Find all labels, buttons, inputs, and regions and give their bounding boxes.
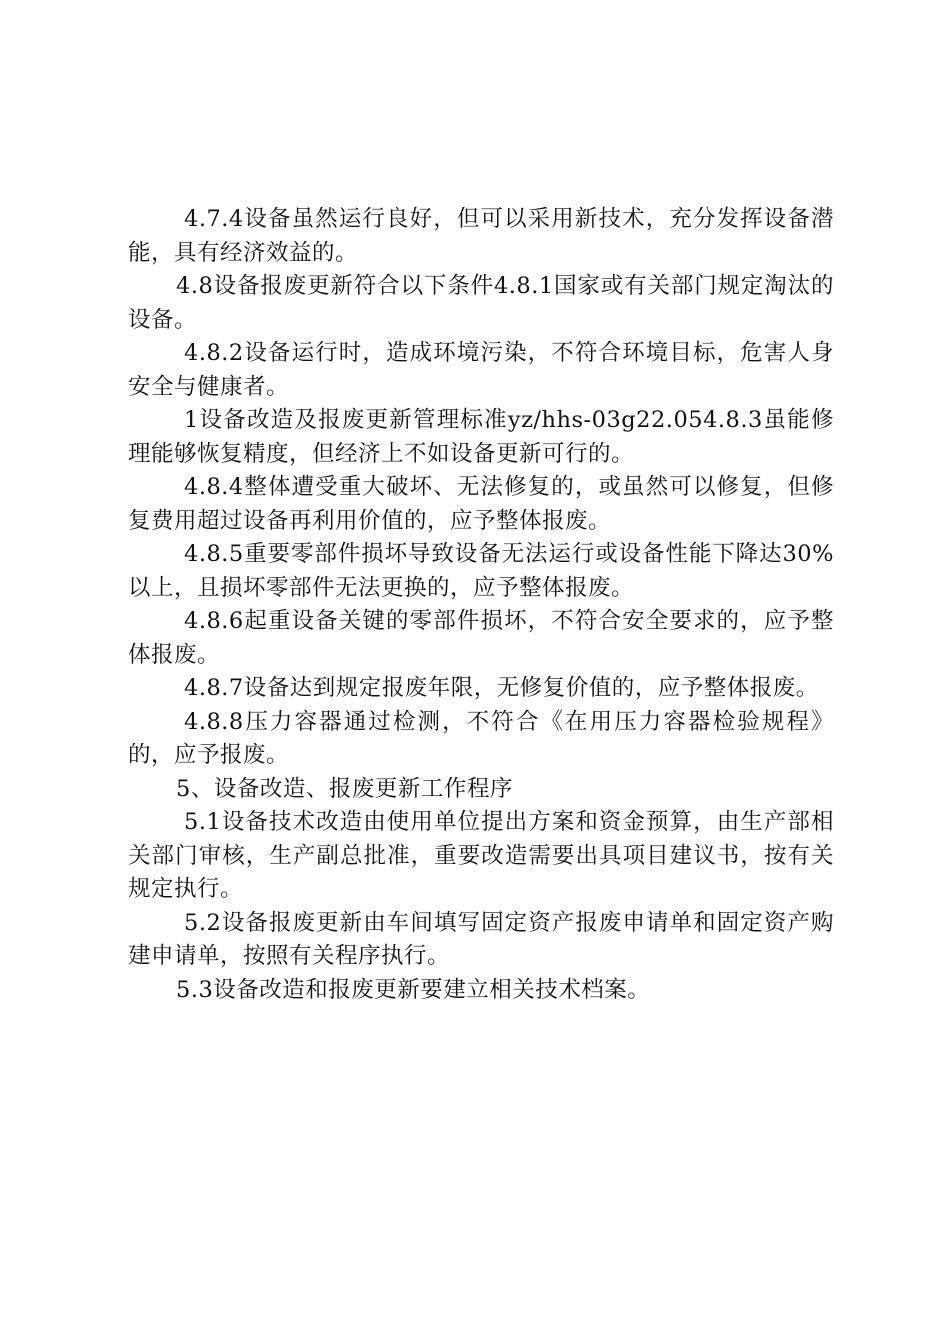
paragraph-standard-ref: 1设备改造及报废更新管理标准yz/hhs-03g22.054.8.3虽能修理能够恢复精度，但经济上不如设备更新可行的。	[128, 407, 834, 467]
paragraph-4-8-8: 4.8.8压力容器通过检测，不符合《在用压力容器检验规程》的，应予报废。	[128, 708, 834, 768]
paragraph-4-8-5: 4.8.5重要零部件损坏导致设备无法运行或设备性能下降达30%以上，且损坏零部件无法更换的，应予整体报废。	[128, 541, 834, 601]
paragraph-4-8-7: 4.8.7设备达到规定报废年限，无修复价值的，应予整体报废。	[184, 675, 819, 701]
paragraph-4-8-6: 4.8.6起重设备关键的零部件损坏，不符合安全要求的，应予整体报废。	[128, 608, 834, 668]
paragraph-4-8: 4.8设备报废更新符合以下条件4.8.1国家或有关部门规定淘汰的设备。	[128, 273, 834, 333]
paragraph-5-2: 5.2设备报废更新由车间填写固定资产报废申请单和固定资产购建申请单，按照有关程序执行。	[128, 909, 834, 969]
paragraph-4-8-4: 4.8.4整体遭受重大破坏、无法修复的，或虽然可以修复，但修复费用超过设备再利用价值的，应予整体报废。	[128, 474, 834, 534]
paragraph-4-8-2: 4.8.2设备运行时，造成环境污染，不符合环境目标，危害人身安全与健康者。	[128, 340, 834, 400]
paragraph-5-3: 5.3设备改造和报废更新要建立相关技术档案。	[176, 976, 651, 1003]
paragraph-4-7-4: 4.7.4设备虽然运行良好，但可以采用新技术，充分发挥设备潜能，具有经济效益的。	[128, 206, 834, 266]
document-body	[128, 203, 834, 1007]
section-heading-5: 5、设备改造、报废更新工作程序	[176, 775, 513, 802]
paragraph-5-1: 5.1设备技术改造由使用单位提出方案和资金预算，由生产部相关部门审核，生产副总批准，重要改造需要出具项目建议书，按有关规定执行。	[128, 809, 834, 902]
